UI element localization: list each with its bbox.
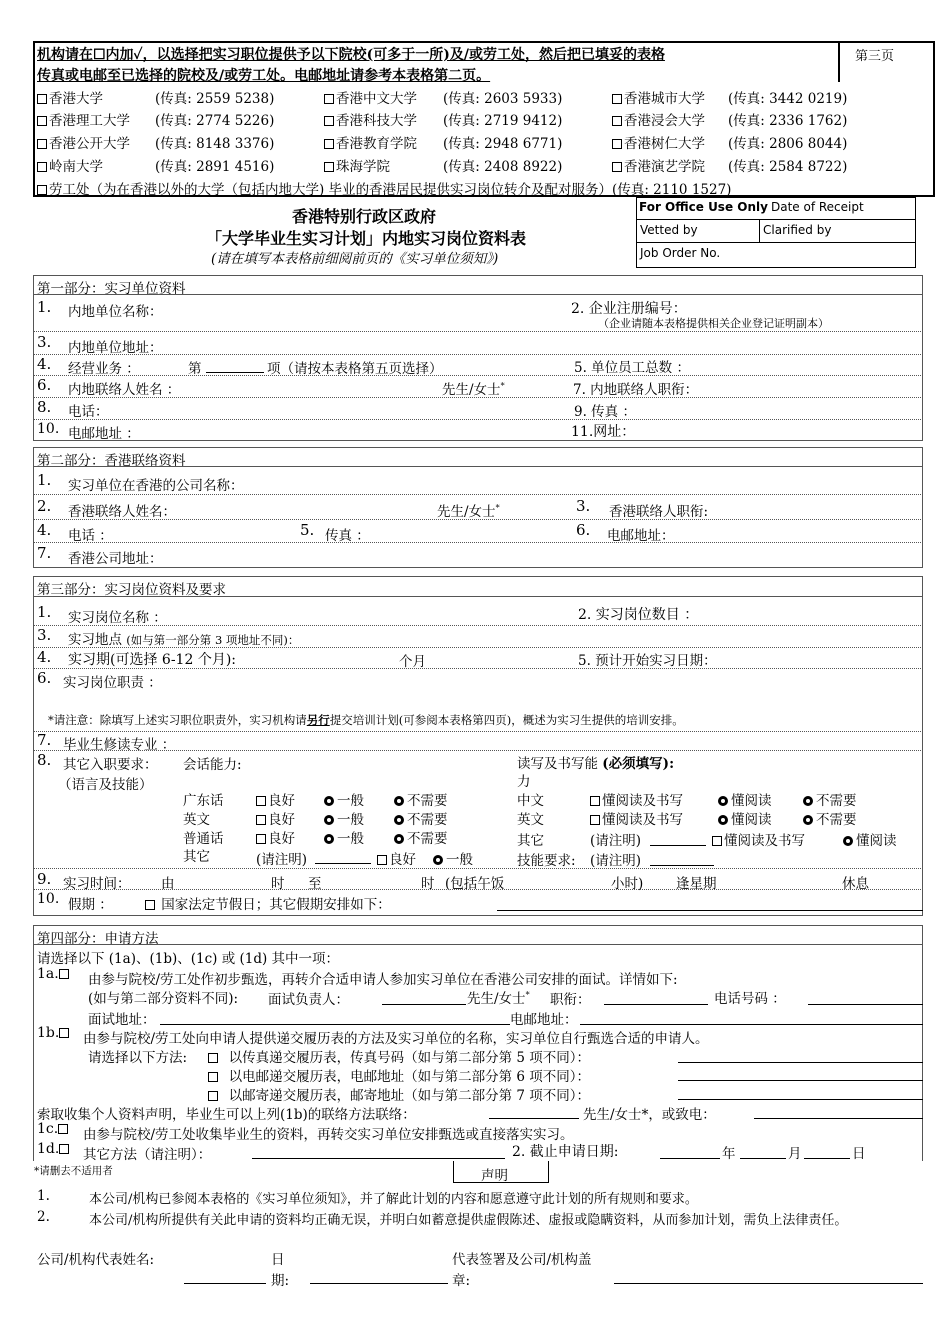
labour-department-option[interactable]: 劳工处（为在香港以外的大学（包括内地大学) 毕业的香港居民提供实习岗位转介及配对服务）(传真: 2110 1527) bbox=[37, 178, 731, 198]
radio-icon[interactable] bbox=[324, 815, 334, 825]
field-number: 3. bbox=[37, 333, 52, 351]
field-number: 10. bbox=[37, 421, 60, 437]
phone-label: 电话： bbox=[68, 404, 109, 420]
institution-fax: (传真: 2408 8922) bbox=[443, 159, 563, 175]
option-1d[interactable]: 1d. bbox=[37, 1141, 71, 1157]
option-average[interactable]: 一般 bbox=[324, 789, 364, 809]
option-good[interactable]: 良好 bbox=[377, 848, 416, 868]
delete-note: *请删去不适用者 bbox=[34, 1165, 113, 1177]
checkbox[interactable] bbox=[612, 116, 622, 126]
checkbox[interactable] bbox=[37, 116, 47, 126]
declaration-number: 1. bbox=[37, 1188, 50, 1204]
business-item-input[interactable] bbox=[206, 372, 264, 373]
interview-address-label: 面试地址： bbox=[88, 1012, 156, 1028]
method-fax-input[interactable] bbox=[678, 1062, 923, 1063]
training-note: *请注意：除填写上述实习职位职责外，实习机构请另行提交培训计划(可参阅本表格第四页)，概述为实习生提供的培训安排。 bbox=[48, 713, 684, 727]
institution-option[interactable]: 香港教育学院 bbox=[324, 132, 417, 152]
lang-cantonese: 广东话 bbox=[183, 793, 224, 809]
deadline-label: 2. 截止申请日期: bbox=[512, 1144, 619, 1160]
interviewer-phone-input[interactable] bbox=[808, 1004, 923, 1005]
checkbox[interactable] bbox=[59, 1144, 69, 1154]
deadline-day-input[interactable] bbox=[804, 1158, 850, 1159]
radio-icon[interactable] bbox=[803, 796, 813, 806]
from-label: 由 bbox=[161, 876, 175, 892]
lunch-label: (包括午饭 bbox=[445, 876, 505, 892]
institution-fax: (传真: 2948 6771) bbox=[443, 136, 563, 152]
institution-option[interactable]: 香港理工大学 bbox=[37, 109, 130, 129]
checkbox[interactable] bbox=[208, 1072, 218, 1082]
option-1c-text: 由参与院校/劳工处收集毕业生的资料，再转交实习单位安排甄选或直接落实实习。 bbox=[83, 1127, 574, 1143]
specify-label: (请注明) bbox=[590, 833, 642, 849]
hour-label: 时 bbox=[271, 876, 285, 892]
institution-option[interactable]: 香港公开大学 bbox=[37, 132, 130, 152]
option-average[interactable]: 一般 bbox=[433, 848, 473, 868]
company-reg-note: （企业请随本表格提供相关企业登记证明副本） bbox=[598, 317, 829, 330]
option-1b[interactable]: 1b. bbox=[37, 1025, 71, 1041]
method-post[interactable]: 以邮寄递交履历表，邮寄地址（如与第二部分第 7 项不同）： bbox=[208, 1084, 590, 1104]
institution-option[interactable]: 香港演艺学院 bbox=[612, 155, 705, 175]
checkbox[interactable] bbox=[612, 139, 622, 149]
holiday-label: 假期 ： bbox=[68, 897, 113, 913]
checkbox[interactable] bbox=[612, 162, 622, 172]
method-email[interactable]: 以电邮递交履历表，电邮地址（如与第二部分第 6 项不同）： bbox=[208, 1065, 590, 1085]
interviewer-phone-label: 电话号码 ： bbox=[714, 991, 786, 1007]
section-1 bbox=[33, 275, 923, 441]
interview-email-input[interactable] bbox=[580, 1024, 923, 1025]
date-label: 日 bbox=[271, 1252, 285, 1268]
position-count-label: 2. 实习岗位数目 ： bbox=[578, 607, 699, 623]
notice-line-1: 机构请在☐内加✓，以选择把实习职位提供予以下院校(可多于一所)及/或劳工处，然后把已填妥的表格 bbox=[37, 47, 665, 63]
section-3-title: 第三部分：实习岗位资料及要求 bbox=[37, 582, 226, 598]
radio-icon[interactable] bbox=[718, 815, 728, 825]
hk-contact-title-label: 香港联络人职衔: bbox=[609, 504, 709, 520]
checkbox[interactable] bbox=[590, 796, 600, 806]
checkbox[interactable] bbox=[59, 1028, 69, 1038]
institution-fax: (传真: 2584 8722) bbox=[728, 159, 848, 175]
checkbox[interactable] bbox=[256, 815, 266, 825]
salutation: 先生/女士* bbox=[467, 990, 530, 1007]
institution-fax: (传真: 2806 8044) bbox=[728, 136, 848, 152]
declaration-1: 本公司/机构已参阅本表格的《实习单位须知》，并了解此计划的内容和愿意遵守此计划的所有规则和要求。 bbox=[89, 1192, 698, 1207]
field-number: 3. bbox=[576, 497, 591, 515]
radio-icon[interactable] bbox=[803, 815, 813, 825]
option-read-write[interactable]: 懂阅读及书写 bbox=[590, 808, 683, 828]
staff-count-label: 5. 单位员工总数 ： bbox=[574, 360, 690, 376]
field-number: 6. bbox=[37, 669, 52, 687]
skills-input[interactable] bbox=[650, 865, 714, 866]
date-input[interactable] bbox=[310, 1283, 448, 1284]
checkbox[interactable] bbox=[37, 162, 47, 172]
section-4-title: 第四部分：申请方法 bbox=[37, 931, 159, 947]
holiday-option[interactable]: 国家法定节假日；其它假期安排如下： bbox=[145, 893, 391, 913]
field-number: 4. bbox=[37, 355, 52, 373]
checkbox[interactable] bbox=[59, 969, 69, 979]
requirements-sub: （语言及技能） bbox=[58, 777, 153, 793]
lang-other: 其它 bbox=[183, 849, 210, 865]
hours-label: 小时) bbox=[611, 876, 644, 892]
duties-label: 实习岗位职责 ： bbox=[63, 675, 162, 691]
option-average[interactable]: 一般 bbox=[324, 827, 364, 847]
privacy-phone-input[interactable] bbox=[754, 1118, 923, 1119]
hour-label: 时 bbox=[421, 876, 435, 892]
signature-label-2: 章: bbox=[452, 1273, 471, 1289]
option-1d-text: 其它方法（请注明）： bbox=[83, 1147, 212, 1163]
interview-email-label: 电邮地址： bbox=[510, 1012, 578, 1028]
skills-label: 技能要求: bbox=[517, 853, 576, 869]
interviewer-input[interactable] bbox=[382, 1004, 466, 1005]
institution-option[interactable]: 香港科技大学 bbox=[324, 109, 417, 129]
interviewer-title-input[interactable] bbox=[604, 1004, 708, 1005]
company-reg-no-label: 2. 企业注册编号： bbox=[571, 301, 687, 317]
signature-label: 代表签署及公司/机构盖 bbox=[452, 1252, 592, 1268]
major-label: 毕业生修读专业 ： bbox=[63, 737, 176, 753]
clarified-by-label: Clarified by bbox=[763, 223, 832, 237]
option-read[interactable]: 懂阅读 bbox=[718, 808, 772, 828]
privacy-contact-input[interactable] bbox=[489, 1118, 579, 1119]
institution-fax: (传真: 3442 0219) bbox=[728, 91, 848, 107]
option-good[interactable]: 良好 bbox=[256, 827, 295, 847]
radio-icon[interactable] bbox=[394, 815, 404, 825]
institution-option[interactable]: 香港大学 bbox=[37, 87, 103, 107]
option-1a[interactable]: 1a. bbox=[37, 966, 71, 982]
salutation: 先生/女士* bbox=[437, 503, 500, 520]
option-read-write[interactable]: 懂阅读及书写 bbox=[590, 789, 683, 809]
section-2-title: 第二部分：香港联络资料 bbox=[37, 453, 186, 469]
months-unit: 个月 bbox=[399, 654, 426, 670]
checkbox[interactable] bbox=[145, 900, 155, 910]
every-label: 逢星期 bbox=[676, 876, 717, 892]
section-1-title: 第一部分：实习单位资料 bbox=[37, 281, 186, 297]
email-label: 电邮地址 ： bbox=[68, 426, 140, 442]
option-good[interactable]: 良好 bbox=[256, 808, 295, 828]
radio-icon[interactable] bbox=[324, 834, 334, 844]
hk-phone-label: 电话 ： bbox=[68, 528, 113, 544]
option-not-required[interactable]: 不需要 bbox=[394, 789, 448, 809]
field-number: 6. bbox=[37, 376, 52, 394]
year-label: 年 bbox=[722, 1146, 736, 1162]
field-number: 4. bbox=[37, 521, 52, 539]
field-number: 2. bbox=[37, 497, 52, 515]
written-heading-cont: 力 bbox=[517, 774, 531, 790]
option-not-required[interactable]: 不需要 bbox=[803, 789, 857, 809]
date-of-receipt-label: Date of Receipt bbox=[771, 200, 864, 214]
option-good[interactable]: 良好 bbox=[256, 789, 295, 809]
field-number: 4. bbox=[37, 648, 52, 666]
business-item-prefix: 第 bbox=[188, 361, 202, 377]
institution-fax: (传真: 2891 4516) bbox=[155, 159, 275, 175]
office-use-heading: For Office Use Only bbox=[639, 200, 768, 214]
hk-email-label: 电邮地址： bbox=[607, 528, 675, 544]
position-name-label: 实习岗位名称 ： bbox=[68, 610, 167, 626]
day-label: 日 bbox=[852, 1146, 866, 1162]
privacy-statement-label: 索取收集个人资料声明，毕业生可以上列(1b)的联络方法联络： bbox=[37, 1107, 416, 1123]
vetted-by-label: Vetted by bbox=[640, 223, 698, 237]
other-method-input[interactable] bbox=[252, 1158, 505, 1159]
job-order-label: Job Order No. bbox=[640, 246, 721, 260]
declaration-heading: 声明 bbox=[481, 1168, 508, 1184]
written-lang-other: 其它 bbox=[517, 833, 544, 849]
specify-label: (请注明) bbox=[256, 852, 308, 868]
field-number: 1. bbox=[37, 603, 52, 621]
option-1c[interactable]: 1c. bbox=[37, 1121, 70, 1137]
hk-contact-label: 香港联络人姓名： bbox=[68, 504, 176, 520]
institution-fax: (传真: 2603 5933) bbox=[443, 91, 563, 107]
salutation: 先生/女士*，或致电： bbox=[583, 1107, 716, 1123]
salutation: 先生/女士* bbox=[442, 381, 505, 398]
to-label: 至 bbox=[308, 876, 322, 892]
location-label: 实习地点 (如与第一部分第 3 项地址不同)： bbox=[68, 632, 300, 648]
page-number: 第三页 bbox=[855, 49, 895, 64]
declaration-number: 2. bbox=[37, 1209, 50, 1225]
hk-address-label: 香港公司地址： bbox=[68, 551, 163, 567]
interview-address-input[interactable] bbox=[160, 1024, 510, 1025]
field-number: 1. bbox=[37, 298, 52, 316]
lang-english: 英文 bbox=[183, 812, 210, 828]
field-number: 9. bbox=[37, 870, 52, 888]
institution-option[interactable]: 珠海学院 bbox=[324, 155, 390, 175]
field-number: 6. bbox=[576, 521, 591, 539]
checkbox[interactable] bbox=[324, 139, 334, 149]
institution-option[interactable]: 香港中文大学 bbox=[324, 87, 417, 107]
radio-icon[interactable] bbox=[394, 834, 404, 844]
written-heading: 读写及书写能 (必须填写): bbox=[517, 756, 675, 772]
institution-fax: (传真: 2719 9412) bbox=[443, 113, 563, 129]
fax-label: 9. 传真 ： bbox=[574, 404, 636, 420]
checkbox[interactable] bbox=[256, 796, 266, 806]
representative-name-label: 公司/机构代表姓名: bbox=[37, 1252, 155, 1268]
option-not-required[interactable]: 不需要 bbox=[394, 808, 448, 828]
institution-option[interactable]: 香港树仁大学 bbox=[612, 132, 705, 152]
form-title: 「大学毕业生实习计划」内地实习岗位资料表 bbox=[206, 229, 527, 248]
mainland-unit-name-label: 内地单位名称： bbox=[68, 304, 163, 320]
website-label: 11.网址： bbox=[571, 424, 636, 440]
option-1b-text: 由参与院校/劳工处向申请人提供递交履历表的方法及实习单位的名称，实习单位自行甄选合适的申请人。 bbox=[83, 1031, 709, 1047]
hk-company-name-label: 实习单位在香港的公司名称： bbox=[68, 478, 244, 494]
month-label: 月 bbox=[788, 1146, 802, 1162]
radio-icon[interactable] bbox=[394, 796, 404, 806]
representative-name-input[interactable] bbox=[184, 1283, 266, 1284]
checkbox[interactable] bbox=[37, 94, 47, 104]
interviewer-title-label: 职衔： bbox=[550, 992, 591, 1008]
other-lang-input[interactable] bbox=[315, 863, 371, 864]
deadline-month-input[interactable] bbox=[740, 1158, 786, 1159]
checkbox[interactable] bbox=[208, 1091, 218, 1101]
option-not-required[interactable]: 不需要 bbox=[394, 827, 448, 847]
radio-icon[interactable] bbox=[718, 796, 728, 806]
checkbox[interactable] bbox=[37, 185, 47, 195]
checkbox[interactable] bbox=[712, 836, 722, 846]
checkbox[interactable] bbox=[324, 116, 334, 126]
lang-putonghua: 普通话 bbox=[183, 831, 224, 847]
written-lang-chinese: 中文 bbox=[517, 793, 544, 809]
choose-instruction: 请选择以下 (1a)、(1b)、(1c) 或 (1d) 其中一项： bbox=[37, 951, 340, 967]
institution-fax: (传真: 2774 5226) bbox=[155, 113, 275, 129]
checkbox[interactable] bbox=[590, 815, 600, 825]
holiday-input[interactable] bbox=[497, 910, 923, 911]
work-hours-label: 实习时间： bbox=[63, 876, 131, 892]
business-item-suffix: 项（请按本表格第五页选择） bbox=[267, 361, 443, 377]
checkbox[interactable] bbox=[324, 94, 334, 104]
interviewer-label: 面试负责人： bbox=[268, 992, 349, 1008]
field-number: 1. bbox=[37, 471, 52, 489]
field-number: 10. bbox=[37, 891, 60, 907]
spoken-heading: 会话能力: bbox=[183, 757, 242, 773]
field-number: 8. bbox=[37, 751, 52, 769]
field-number: 8. bbox=[37, 398, 52, 416]
checkbox[interactable] bbox=[612, 94, 622, 104]
rest-label: 休息 bbox=[842, 876, 869, 892]
mainland-contact-label: 内地联络人姓名 ： bbox=[68, 382, 181, 398]
deadline-year-input[interactable] bbox=[660, 1158, 720, 1159]
institution-option[interactable]: 香港城市大学 bbox=[612, 87, 705, 107]
checkbox[interactable] bbox=[208, 1053, 218, 1063]
field-number: 7. bbox=[37, 544, 52, 562]
option-read[interactable]: 懂阅读 bbox=[718, 789, 772, 809]
period-label: 实习期(可选择 6-12 个月): bbox=[68, 652, 236, 668]
method-fax[interactable]: 以传真递交履历表，传真号码（如与第二部分第 5 项不同）： bbox=[208, 1046, 590, 1066]
institution-fax: (传真: 2336 1762) bbox=[728, 113, 848, 129]
method-instruction: 请选择以下方法: bbox=[88, 1050, 188, 1066]
option-average[interactable]: 一般 bbox=[324, 808, 364, 828]
checkbox[interactable] bbox=[324, 162, 334, 172]
written-other-input[interactable] bbox=[650, 845, 706, 846]
radio-icon[interactable] bbox=[324, 796, 334, 806]
institution-option[interactable]: 香港浸会大学 bbox=[612, 109, 705, 129]
option-read-write[interactable]: 懂阅读及书写 bbox=[712, 829, 805, 849]
checkbox[interactable] bbox=[37, 139, 47, 149]
specify-label: (请注明) bbox=[590, 853, 642, 869]
institution-fax: (传真: 8148 3376) bbox=[155, 136, 275, 152]
option-not-required[interactable]: 不需要 bbox=[803, 808, 857, 828]
checkbox[interactable] bbox=[58, 1124, 68, 1134]
method-email-input[interactable] bbox=[678, 1080, 923, 1081]
field-number: 3. bbox=[37, 626, 52, 644]
requirements-label: 其它入职要求： bbox=[63, 757, 158, 773]
written-lang-english: 英文 bbox=[517, 812, 544, 828]
option-read[interactable]: 懂阅读 bbox=[843, 829, 897, 849]
if-different-label: (如与第二部分资料不同): bbox=[88, 991, 239, 1007]
radio-icon[interactable] bbox=[843, 836, 853, 846]
start-date-label: 5. 预计开始实习日期： bbox=[578, 653, 717, 669]
form-title-gov: 香港特别行政区政府 bbox=[292, 207, 437, 226]
institution-fax: (传真: 2559 5238) bbox=[155, 91, 275, 107]
hk-fax-label: 传真 ： bbox=[325, 528, 370, 544]
date-label-2: 期: bbox=[271, 1273, 290, 1289]
method-post-input[interactable] bbox=[678, 1099, 923, 1100]
checkbox[interactable] bbox=[377, 855, 387, 865]
signature-input[interactable] bbox=[614, 1283, 923, 1284]
checkbox[interactable] bbox=[256, 834, 266, 844]
institution-option[interactable]: 岭南大学 bbox=[37, 155, 103, 175]
mainland-address-label: 内地单位地址： bbox=[68, 340, 163, 356]
mainland-contact-title-label: 7. 内地联络人职衔： bbox=[573, 382, 699, 398]
field-number: 7. bbox=[37, 731, 52, 749]
notice-line-2: 传真或电邮至已选择的院校及/或劳工处。电邮地址请参考本表格第二页。 bbox=[37, 68, 491, 84]
declaration-2: 本公司/机构所提供有关此申请的资料均正确无误，并明白如蓄意提供虚假陈述、虚报或隐瞒资料，从而参加计划，需负上法律责任。 bbox=[89, 1213, 848, 1228]
form-subtitle: (请在填写本表格前细阅前页的《实习单位须知》) bbox=[211, 251, 499, 267]
field-number: 5. bbox=[300, 521, 315, 539]
radio-icon[interactable] bbox=[433, 855, 443, 865]
option-1a-text: 由参与院校/劳工处作初步甄选，再转介合适申请人参加实习单位在香港公司安排的面试。详情如下: bbox=[88, 972, 678, 988]
business-label: 经营业务 ： bbox=[68, 361, 140, 377]
